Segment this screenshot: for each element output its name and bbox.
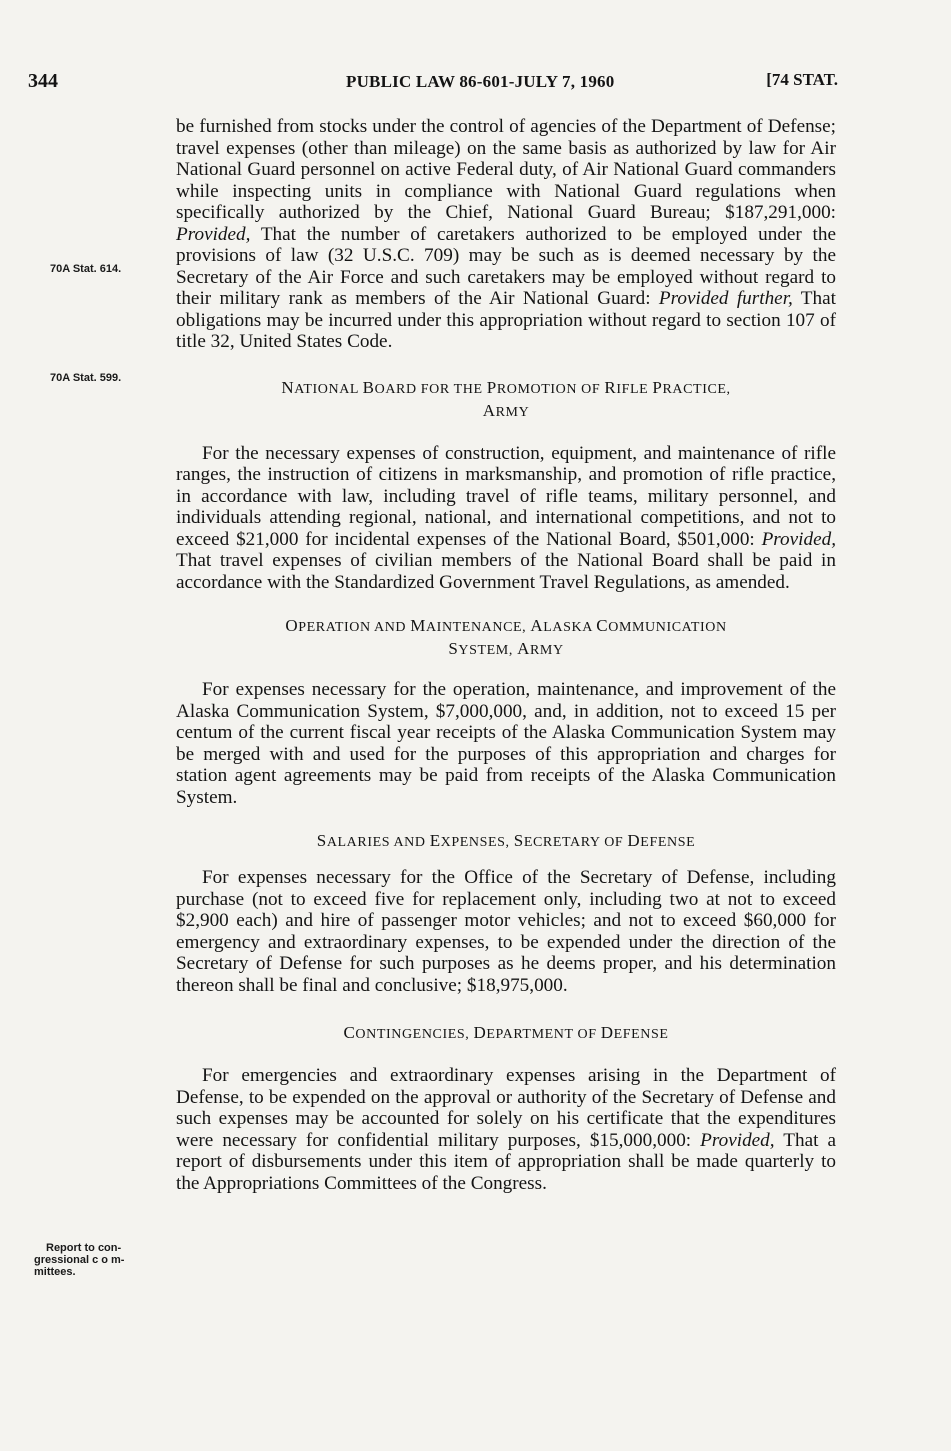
- margin-note-70a-614: 70A Stat. 614.: [50, 263, 122, 275]
- heading-cap: P: [486, 377, 497, 397]
- italic-run: Provided,: [700, 1129, 775, 1151]
- heading-cap: A: [517, 639, 530, 658]
- heading-text: LASKA: [543, 620, 597, 635]
- heading-text: ONTINGENCIES,: [355, 1027, 474, 1042]
- margin-note-70a-599: 70A Stat. 599.: [50, 372, 122, 384]
- heading-cap: C: [343, 1023, 356, 1042]
- heading-cap: R: [604, 377, 617, 397]
- heading-cap: S: [316, 831, 327, 850]
- text-run: That a report of disbursements under this item of appropriation shall be made quarterly to the Appropriations Committees of the Congress.: [176, 1129, 836, 1194]
- heading-text: IFLE: [616, 381, 653, 397]
- text-run: That travel expenses of civilian members of the National Board shall be paid in accordance with the Standardized Government Travel Regulations, as amended.: [176, 550, 836, 593]
- heading-text: ATIONAL: [294, 381, 363, 397]
- section-heading-contingencies: [176, 1022, 836, 1045]
- heading-text: RMY: [529, 643, 564, 658]
- statute-reference: [74 STAT.: [766, 70, 838, 89]
- heading-cap: A: [482, 400, 496, 420]
- heading-cap: S: [513, 831, 524, 850]
- paragraph-rifle-practice: [176, 443, 836, 594]
- heading-cap: C: [596, 616, 609, 635]
- heading-text: ALARIES AND: [326, 835, 430, 850]
- heading-cap: B: [362, 377, 375, 397]
- heading-cap: S: [448, 639, 459, 658]
- heading-text: ECRETARY OF: [523, 835, 628, 850]
- text-run: That the number of caretakers authorized to be employed under the provisions of law (32 U.S.C. 709) may be such as is deemed necessary by the Secretary of the Air Force and such caretakers may be employed without regard to their military rank as members of the Air National Guard:: [176, 223, 836, 309]
- running-title: PUBLIC LAW 86-601-JULY 7, 1960: [346, 72, 615, 91]
- heading-cap: D: [600, 1023, 614, 1042]
- heading-cap: O: [285, 616, 299, 635]
- heading-text: EFENSE: [640, 835, 696, 850]
- italic-run: Provided,: [761, 528, 836, 550]
- heading-text: XPENSES,: [440, 835, 514, 850]
- heading-cap: E: [429, 831, 441, 850]
- page-header: [28, 70, 838, 100]
- heading-text: EFENSE: [613, 1027, 669, 1042]
- text-run: For emergencies and extraordinary expenses arising in the Department of Defense, to be expended on the approval or authority of the Secretary of Defense and such expenses may be accounted for solely on his certificate that the expenditures were necessary for confidential military purposes, $15,000,000:: [176, 1065, 836, 1151]
- heading-text: AINTENANCE,: [425, 620, 531, 635]
- section-heading-rifle-practice: [176, 377, 836, 423]
- heading-text: YSTEM,: [458, 643, 518, 658]
- heading-text: OMMUNICATION: [608, 620, 727, 635]
- italic-run: Provided further,: [658, 288, 793, 309]
- heading-cap: N: [281, 377, 295, 397]
- document-body: [176, 116, 836, 1194]
- heading-text: PERATION AND: [298, 620, 411, 635]
- heading-text: OARD FOR THE: [374, 381, 487, 397]
- paragraph-continuation: [176, 116, 836, 353]
- heading-cap: P: [652, 377, 663, 397]
- heading-text: RACTICE,: [662, 381, 731, 397]
- heading-text: EPARTMENT OF: [486, 1027, 601, 1042]
- margin-note-line: gressional c o m-: [34, 1254, 125, 1266]
- text-run: be furnished from stocks under the control of agencies of the Department of Defense; travel expenses (other than mileage) on the same basis as authorized by law for Air National Guard personnel on active Federal duty, of Air National Guard commanders while inspecting units in compliance with National Guard regulations when specifically authorized by the Chief, National Guard Bureau; $187,291,000:: [176, 116, 836, 223]
- paragraph-secretary-of-defense: For expenses necessary for the Office of the Secretary of Defense, including purchase (not to exceed five for replacement only, including two at not to exceed $2,900 each) and hire of passenger motor vehicles; and not to exceed $60,000 for emergency and extraordinary expenses, to be expended under the direction of the Secretary of Defense for such purposes as he deems proper, and his determination thereon shall be final and conclusive; $18,975,000.: [176, 867, 836, 996]
- heading-cap: A: [530, 616, 544, 635]
- margin-note-line: Report to con-: [46, 1242, 122, 1254]
- heading-text: ROMOTION OF: [496, 381, 605, 397]
- section-heading-alaska-communication: [176, 615, 836, 661]
- text-run: For the necessary expenses of construction, equipment, and maintenance of rifle ranges, the instruction of citizens in marksmanship, and promotion of rifle practice, in accordance with law, including travel of rifle teams, military personnel, and individuals attending regional, national, and international competitions, and not to exceed $21,000 for incidental expenses of the National Board, $501,000:: [176, 442, 836, 550]
- paragraph-contingencies: [176, 1065, 836, 1194]
- page-number: 344: [28, 70, 58, 92]
- heading-text: RMY: [495, 404, 530, 420]
- margin-note-report: [34, 1242, 124, 1278]
- heading-cap: M: [410, 616, 426, 635]
- text-run: That obligations may be incurred under this appropriation without regard to section 107 of title 32, United States Code.: [176, 288, 836, 352]
- paragraph-alaska-communication: For expenses necessary for the operation, maintenance, and improvement of the Alaska Communication System, $7,000,000, and, in addition, not to exceed 15 per centum of the current fiscal year receipts of the Alaska Communication System may be merged with and used for the purposes of this appropriation and charges for station agent agreements may be paid from receipts of the Alaska Communication System.: [176, 679, 836, 808]
- section-heading-secretary-of-defense: [176, 830, 836, 853]
- italic-run: Provided,: [176, 223, 251, 245]
- margin-note-line: mittees.: [34, 1266, 76, 1278]
- heading-cap: D: [627, 831, 641, 850]
- heading-cap: D: [473, 1023, 487, 1042]
